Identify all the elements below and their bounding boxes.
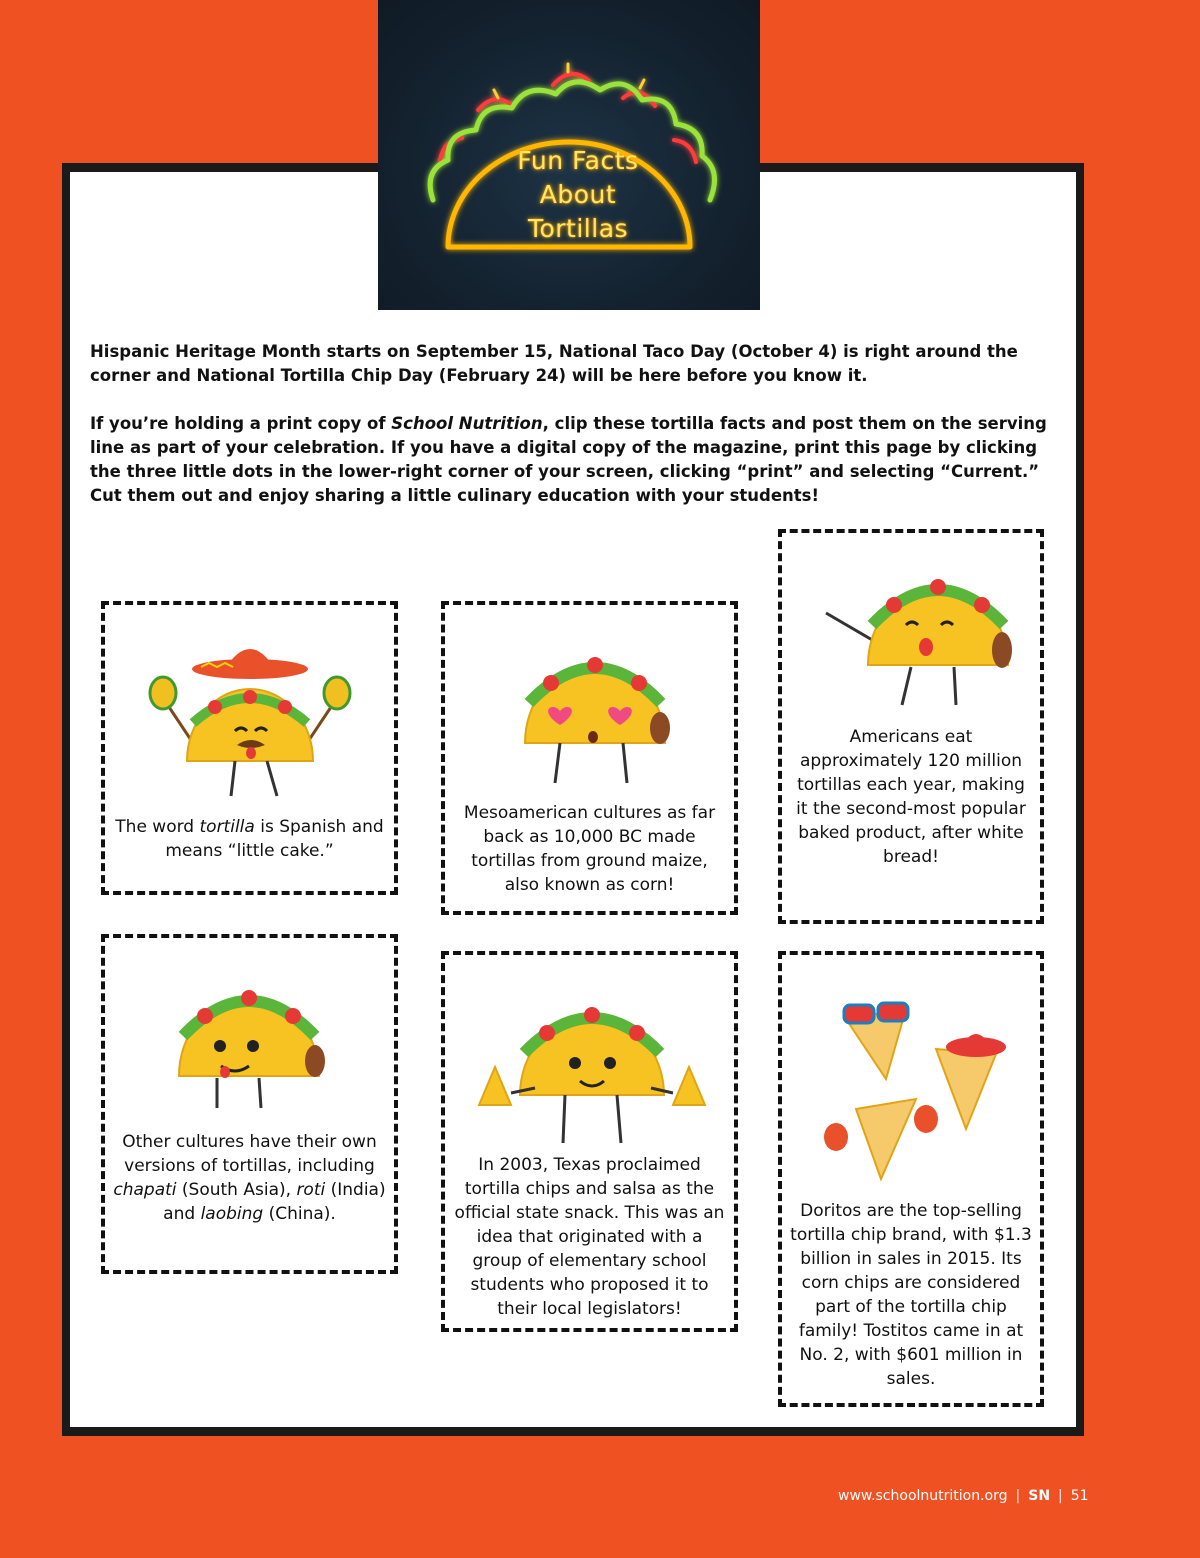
fact-card-1-term: tortilla [199, 817, 255, 837]
tortilla-chips-party-icon [816, 979, 1016, 1189]
banner-title [488, 144, 668, 246]
footer-url[interactable]: www.schoolnutrition.org [838, 1488, 1008, 1504]
fact-card-1[interactable] [101, 601, 398, 895]
publication-name: School Nutrition [391, 414, 543, 433]
intro-paragraph-2 [90, 412, 1070, 508]
intro-paragraph-2-part-a: If you’re holding a print copy of [90, 414, 392, 433]
fact-card-1-text-b: is Spanish and means “little cake.” [165, 817, 384, 861]
footer-magazine: SN [1028, 1488, 1051, 1504]
taco-pointing-icon [816, 555, 1016, 715]
fact-card-4-term-chapati: chapati [113, 1180, 177, 1200]
taco-heart-eyes-icon [515, 633, 675, 793]
footer-separator-1: | [1015, 1488, 1021, 1504]
banner-title-line2: About [539, 180, 617, 209]
fact-card-3-text: Americans eat approximately 120 million tortillas each year, making it the second-most popular baked product, after white bread! [796, 727, 1026, 867]
fact-card-4-term-roti: roti [296, 1180, 326, 1200]
fact-card-4-term-laobing: laobing [200, 1204, 264, 1224]
intro-text [90, 340, 1070, 532]
fact-card-4-text-b: (South Asia), [176, 1180, 297, 1200]
intro-paragraph-2-part-b: , clip these tortilla facts and post them on the serving line as part of your celebration. If you have a digital copy of the magazine, print this page by clicking the three little dots in the lower-right corner of your screen, clicking “print” and selecting “Current.” Cut them out and enjoy sharing a little culinary education with your students! [90, 414, 1047, 505]
fact-card-4[interactable] [101, 934, 398, 1274]
fact-card-5-text: In 2003, Texas proclaimed tortilla chips and salsa as the official state snack. This was an idea that originated with a group of elementary school students who proposed it to their local legislators! [454, 1155, 725, 1319]
taco-sombrero-maracas-icon [145, 631, 355, 811]
fact-card-2[interactable] [441, 601, 738, 915]
fact-card-1-text-a: The word [115, 817, 200, 837]
intro-paragraph-1: Hispanic Heritage Month starts on September 15, National Taco Day (October 4) is right around the corner and National Tortilla Chip Day (February 24) will be here before you know it. [90, 342, 1018, 385]
fact-card-3[interactable] [778, 529, 1044, 924]
fact-card-4-text-a: Other cultures have their own versions of tortillas, including [122, 1132, 377, 1176]
taco-with-chips-icon [465, 983, 720, 1153]
taco-licking-lips-icon [175, 966, 335, 1116]
page-footer [838, 1488, 1138, 1504]
fact-card-4-text-c: (India) and [163, 1180, 386, 1224]
fact-card-4-text [113, 1130, 386, 1226]
neon-taco-banner [378, 0, 760, 310]
fact-card-2-text: Mesoamerican cultures as far back as 10,000 BC made tortillas from ground maize, also known as corn! [463, 803, 716, 895]
page-number: 51 [1070, 1488, 1089, 1504]
fact-card-5[interactable] [441, 951, 738, 1332]
fact-card-6-text: Doritos are the top-selling tortilla chip brand, with $1.3 billion in sales in 2015. Its corn chips are considered part of the tortilla chip family! Tostitos came in at No. 2, with $601 million in sales. [790, 1201, 1032, 1389]
fact-card-4-text-d: (China). [263, 1204, 336, 1224]
fact-card-1-text [113, 815, 386, 863]
footer-separator-2: | [1058, 1488, 1063, 1504]
banner-title-line1: Fun Facts [517, 146, 639, 175]
banner-title-line3: Tortillas [527, 214, 629, 243]
fact-card-6[interactable] [778, 951, 1044, 1407]
